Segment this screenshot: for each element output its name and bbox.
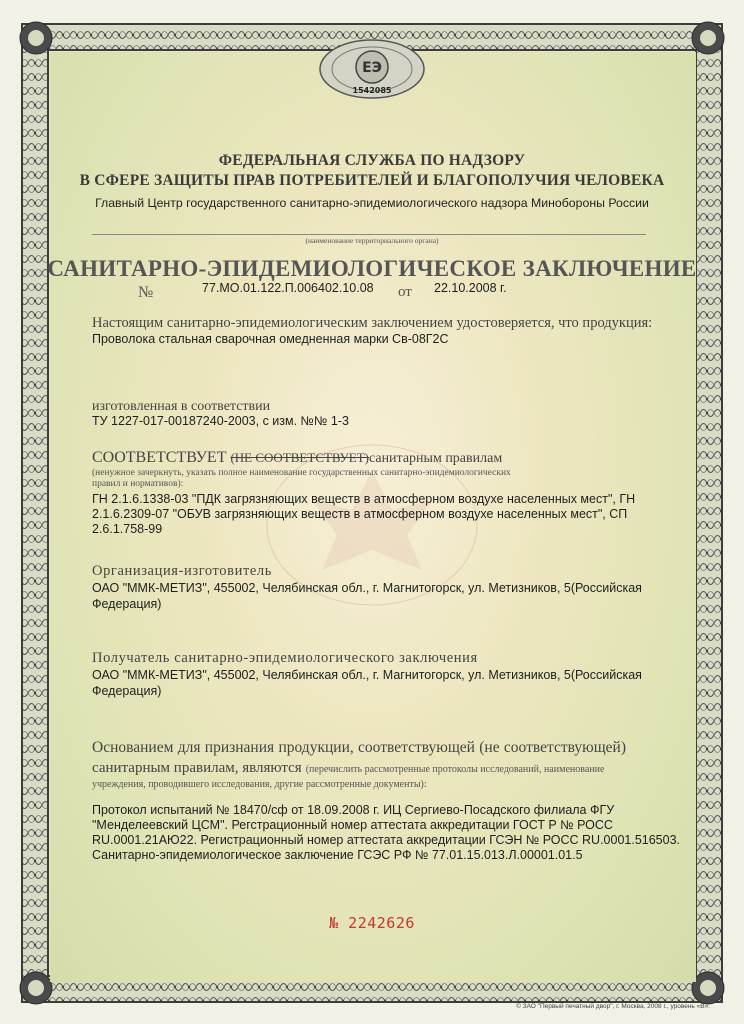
recipient-line2: Федерация) (92, 684, 162, 698)
conformity-text-2: 2.1.6.2309-07 "ОБУВ загрязняющих веществ в атмосферном воздухе населенных мест", СП (92, 507, 628, 521)
agency-caption: (наименование территориального органа) (305, 236, 439, 245)
basis-line2 (92, 759, 604, 777)
document-date: 22.10.2008 г. (434, 281, 507, 295)
recipient-line1: ОАО "ММК-МЕТИЗ", 455002, Челябинская обл., г. Магнитогорск, ул. Метизников, 5(Российская (92, 668, 642, 682)
manufacturer-line2: Федерация) (92, 597, 162, 611)
document-number: 77.МО.01.122.П.006402.10.08 (202, 281, 374, 295)
product-intro: Настоящим санитарно-эпидемиологическим заключением удостоверяется, что продукция: (92, 315, 653, 331)
conformity-note-1: (ненужное зачеркнуть, указать полное наименование государственных санитарно-эпидемиологических (92, 468, 511, 478)
basis-text-2: "Менделеевский ЦСМ". Регстрационный номер аттестата аккредитации ГОСТ Р № РОСС (92, 818, 613, 832)
basis-text-1: Протокол испытаний № 18470/сф от 18.09.2008 г. ИЦ Сергиево-Посадского филиала ФГУ (92, 803, 615, 817)
header-line1: ФЕДЕРАЛЬНАЯ СЛУЖБА ПО НАДЗОРУ (218, 152, 526, 169)
svg-text:ЕЭ: ЕЭ (362, 60, 382, 76)
manufacturer-label: Организация-изготовитель (92, 563, 272, 579)
basis-text-4: Санитарно-эпидемиологическое заключение ГСЭС РФ № 77.01.15.013.Л.00001.01.5 (92, 848, 583, 862)
basis-line1: Основанием для признания продукции, соответствующей (не соответствующей) (92, 739, 626, 756)
basis-main: санитарным правилам, являются (92, 760, 302, 776)
basis-note-2: учреждения, проводившего исследования, другие рассмотренные документы): (92, 779, 427, 790)
date-label: от (398, 284, 412, 300)
conforms-word: СООТВЕТСТВУЕТ (92, 449, 227, 466)
agency-divider (92, 234, 646, 235)
serial-number: № 2242626 (329, 914, 415, 932)
printer-footer: © ЗАО "Первый печатный двор", г. Москва, 2008 г., уровень «В». (516, 1003, 710, 1010)
conformity-text-1: ГН 2.1.6.1338-03 "ПДК загрязняющих веществ в атмосферном воздухе населенных мест", ГН (92, 492, 636, 506)
seal-number: 1542085 (352, 86, 392, 95)
not-conforms-word: (НЕ СООТВЕТСТВУЕТ) (230, 450, 369, 465)
manufactured-value: ТУ 1227-017-00187240-2003, с изм. №№ 1-3 (92, 414, 349, 428)
conformity-text-3: 2.6.1.758-99 (92, 522, 163, 536)
conformity-line (92, 449, 502, 467)
product-name: Проволока стальная сварочная омедненная марки Св-08Г2С (92, 332, 449, 346)
basis-text-3: RU.0001.21АЮ22. Регистрационный номер аттестата аккредитации ГСЭН № РОСС RU.0001.516503. (92, 833, 681, 847)
hologram-seal (318, 38, 426, 100)
recipient-label: Получатель санитарно-эпидемиологического заключения (92, 650, 478, 666)
manufacturer-line1: ОАО "ММК-МЕТИЗ", 455002, Челябинская обл., г. Магнитогорск, ул. Метизников, 5(Российская (92, 581, 642, 595)
agency-name: Главный Центр государственного санитарно-эпидемиологического надзора Минобороны России (95, 196, 649, 210)
basis-note-1: (перечислить рассмотренные протоколы исследований, наименование (305, 764, 605, 775)
document-title: САНИТАРНО-ЭПИДЕМИОЛОГИЧЕСКОЕ ЗАКЛЮЧЕНИЕ (47, 256, 697, 281)
conformity-note-2: правил и нормативов): (92, 479, 184, 489)
rules-word: санитарным правилам (368, 451, 503, 466)
header-line2: В СФЕРЕ ЗАЩИТЫ ПРАВ ПОТРЕБИТЕЛЕЙ И БЛАГОПОЛУЧИЯ ЧЕЛОВЕКА (79, 172, 665, 189)
number-label: № (138, 284, 154, 301)
manufactured-label: изготовленная в соответствии (92, 399, 271, 414)
